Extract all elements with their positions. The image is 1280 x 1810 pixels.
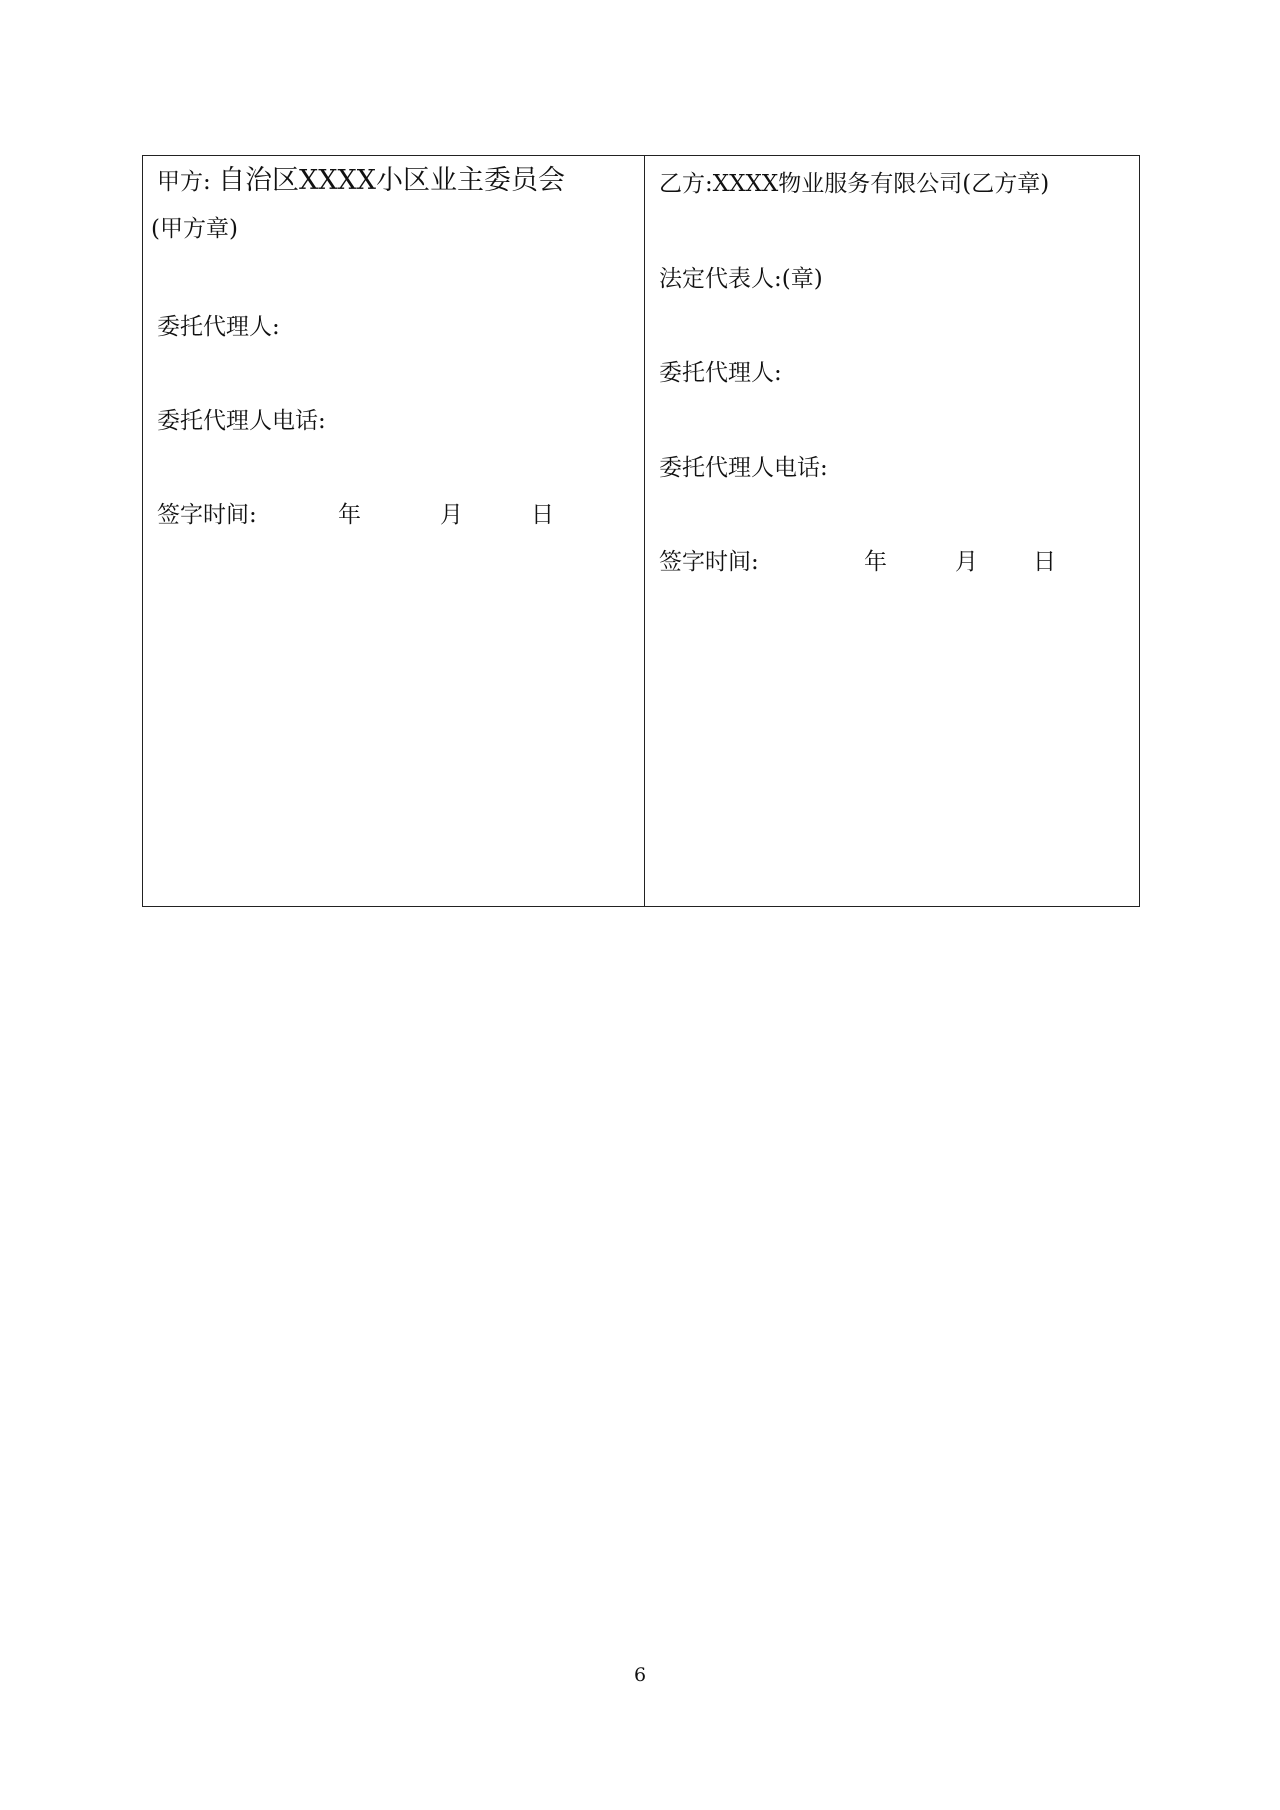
party-a-header bbox=[157, 166, 565, 197]
party-b-sign-time-label: 签字时间: bbox=[659, 549, 759, 575]
party-b-header: 乙方:XXXX物业服务有限公司(乙方章) bbox=[659, 171, 1050, 197]
party-b-year-label: 年 bbox=[864, 549, 887, 575]
party-a-label: 甲方: bbox=[157, 169, 211, 195]
party-a-year-label: 年 bbox=[338, 502, 361, 528]
party-a-agent-label: 委托代理人: bbox=[157, 314, 280, 340]
party-b-day-label: 日 bbox=[1033, 549, 1056, 575]
party-a-agent-phone-label: 委托代理人电话: bbox=[157, 408, 326, 434]
signature-table bbox=[142, 155, 1140, 907]
party-b-agent-phone-label: 委托代理人电话: bbox=[659, 455, 828, 481]
page-number: 6 bbox=[633, 1664, 647, 1686]
party-a-seal: (甲方章) bbox=[151, 216, 238, 242]
party-b-legal-rep-label: 法定代表人:(章) bbox=[659, 266, 823, 292]
party-a-cell bbox=[143, 156, 645, 906]
party-b-month-label: 月 bbox=[955, 549, 978, 575]
party-a-month-label: 月 bbox=[440, 502, 463, 528]
party-a-day-label: 日 bbox=[531, 502, 554, 528]
party-b-cell bbox=[645, 156, 1139, 906]
party-a-name: 自治区XXXX小区业主委员会 bbox=[218, 165, 565, 196]
party-a-sign-time-label: 签字时间: bbox=[157, 502, 257, 528]
party-b-agent-label: 委托代理人: bbox=[659, 360, 782, 386]
